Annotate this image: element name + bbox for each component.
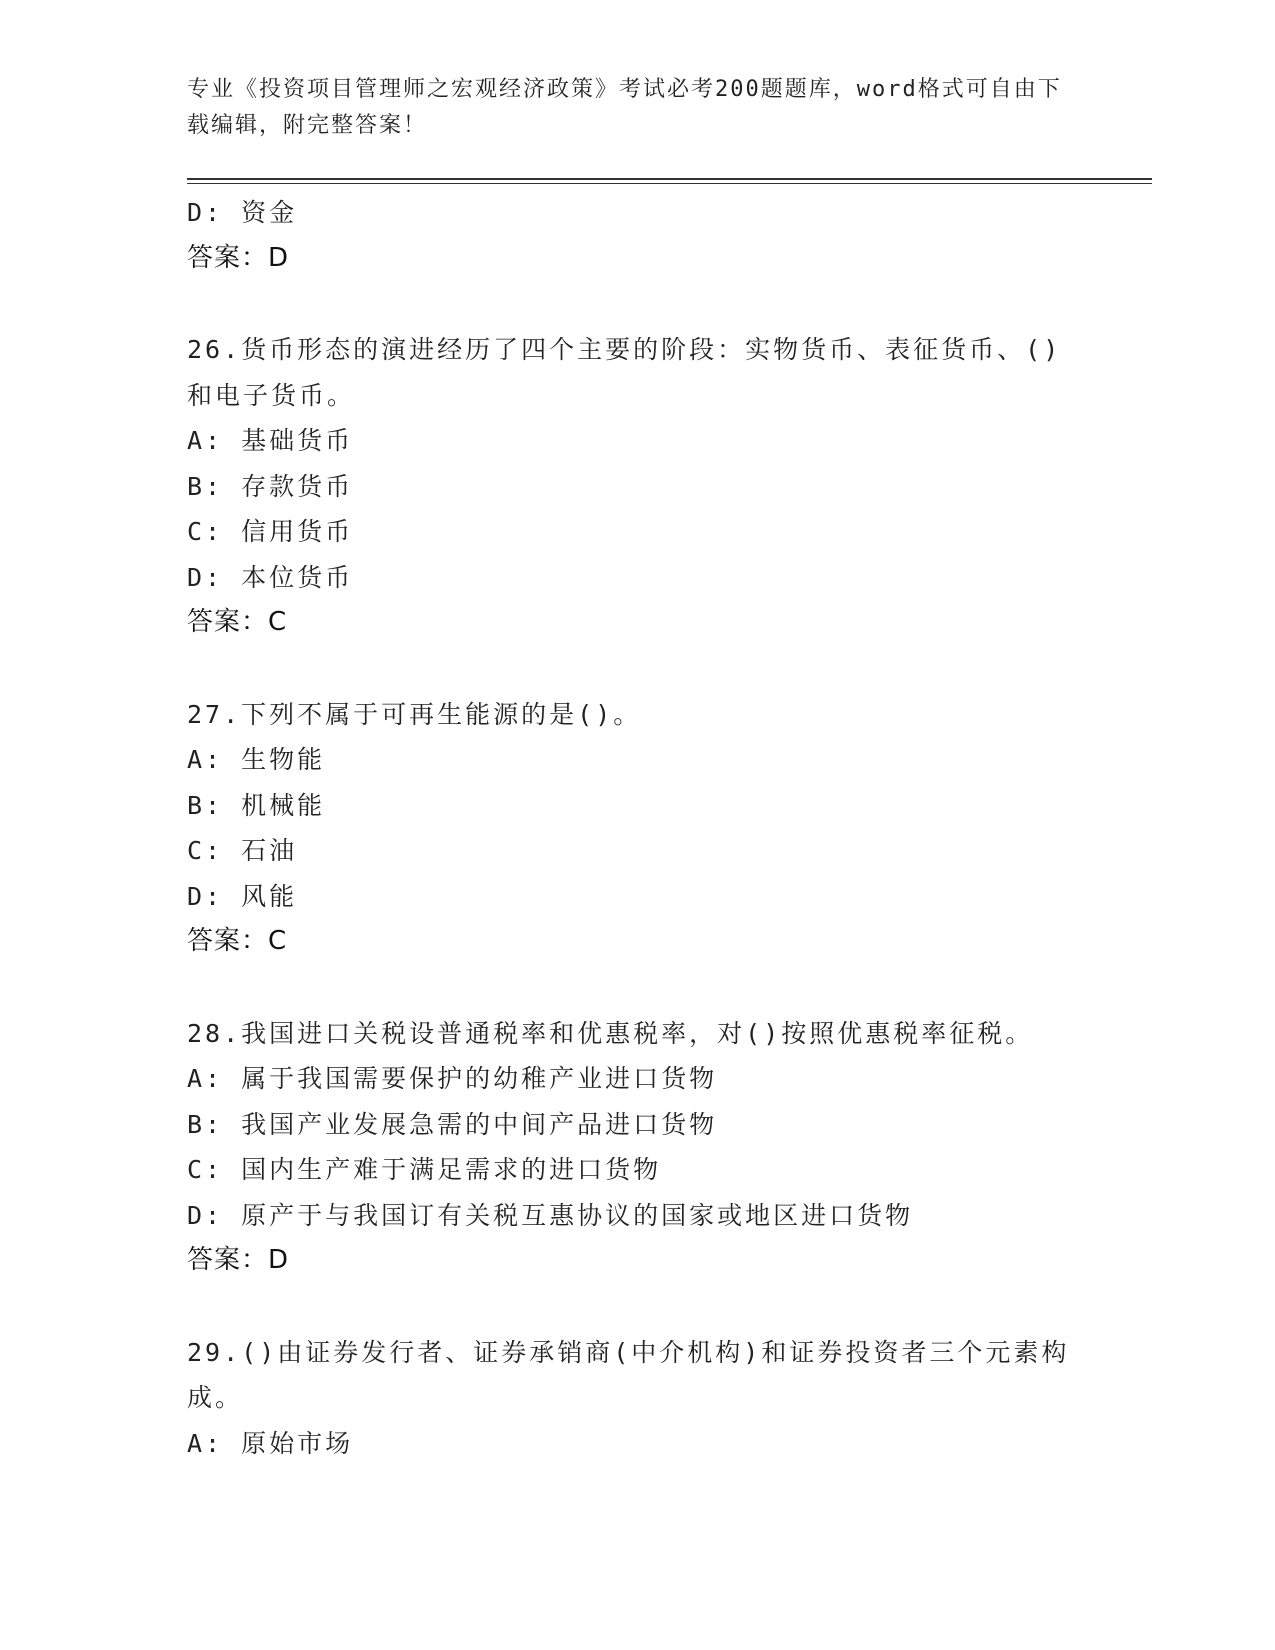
- answer-line: 答案：D: [187, 1245, 290, 1275]
- answer-line: 答案：C: [187, 607, 288, 637]
- header-rule-thick: [187, 178, 1152, 180]
- option-d: D: 资金: [187, 198, 298, 227]
- question-stem: 28.我国进口关税设普通税率和优惠税率，对()按照优惠税率征税。: [187, 1018, 1034, 1048]
- option-b: B: 存款货币: [187, 471, 354, 501]
- answer-line: 答案：C: [187, 926, 288, 956]
- answer-line: 答案：D: [187, 242, 290, 273]
- question-stem: 26.货币形态的演进经历了四个主要的阶段：实物货币、表征货币、()和电子货币。: [187, 335, 1062, 410]
- option-b: B: 我国产业发展急需的中间产品进口货物: [187, 1109, 718, 1139]
- option-a: A: 原始市场: [187, 1428, 354, 1458]
- question-27: [187, 692, 1087, 965]
- option-a: A: 属于我国需要保护的幼稚产业进口货物: [187, 1064, 718, 1093]
- option-d: D: 风能: [187, 881, 298, 911]
- option-a: A: 基础货币: [187, 426, 354, 455]
- header-rule-thin: [187, 183, 1152, 184]
- question-29: [187, 1330, 1087, 1467]
- question-stem: 27.下列不属于可再生能源的是()。: [187, 699, 642, 729]
- option-c: C: 国内生产难于满足需求的进口货物: [187, 1155, 662, 1184]
- option-c: C: 信用货币: [187, 517, 354, 546]
- question-stem: 29.()由证券发行者、证券承销商(中介机构)和证券投资者三个元素构成。: [187, 1337, 1070, 1412]
- option-d: D: 原产于与我国订有关税互惠协议的国家或地区进口货物: [187, 1200, 914, 1230]
- question-28: [187, 1011, 1087, 1284]
- previous-question-tail: [187, 190, 1087, 281]
- document-body: [187, 190, 1087, 1466]
- question-26: [187, 327, 1087, 646]
- option-b: B: 机械能: [187, 790, 326, 820]
- option-a: A: 生物能: [187, 745, 326, 774]
- option-d: D: 本位货币: [187, 562, 354, 592]
- option-c: C: 石油: [187, 836, 298, 865]
- document-header: 专业《投资项目管理师之宏观经济政策》考试必考200题题库，word格式可自由下载编辑，附完整答案！: [187, 77, 1062, 138]
